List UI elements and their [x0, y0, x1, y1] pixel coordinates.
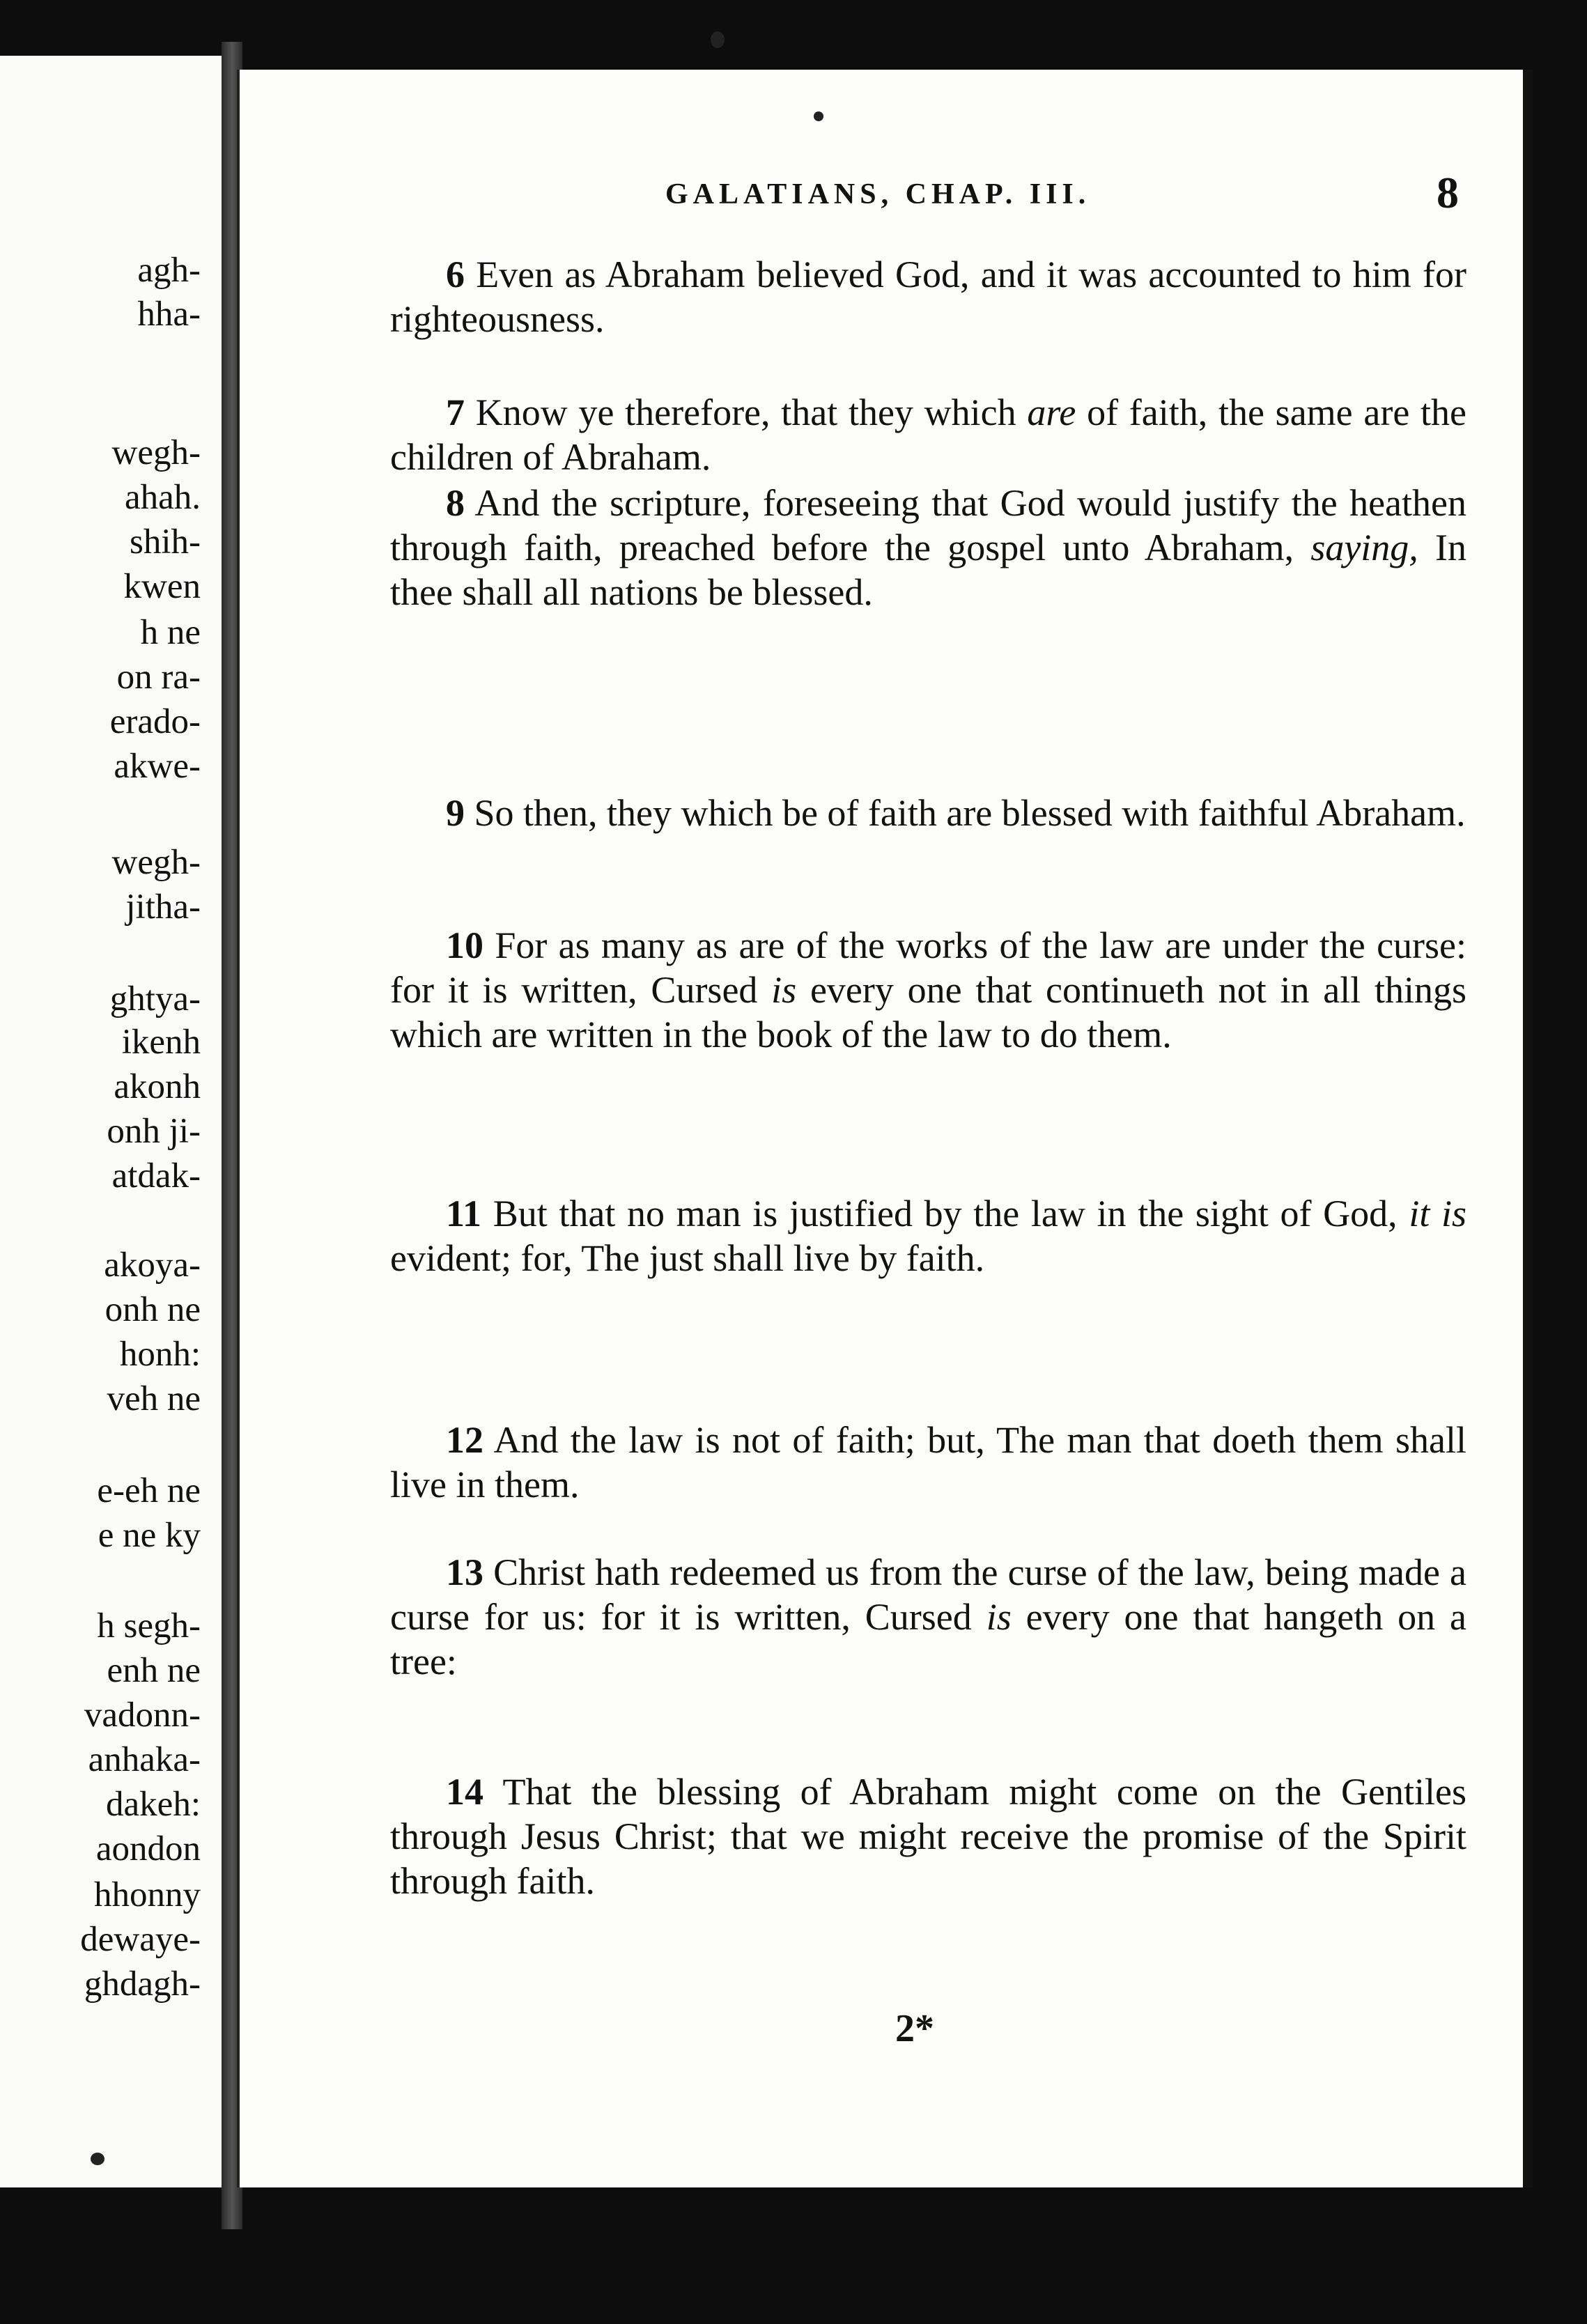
verse-text: So then, they which be of faith are blessed with faithful Abraham. — [474, 792, 1466, 834]
left-page-fragment: aondon — [95, 1829, 201, 1868]
left-page-fragment: atdak- — [111, 1156, 201, 1195]
left-page-fragment: onh ne — [104, 1290, 201, 1329]
signature-mark: 2* — [895, 2007, 934, 2050]
verse-text: For as many as are of the works of the law are under the curse: for it is written, Cursed — [390, 924, 1467, 1011]
verse-number: 8 — [446, 482, 465, 524]
left-page-fragment: ghtya- — [109, 979, 201, 1018]
left-page-fragment: ahah. — [124, 478, 201, 517]
left-page-fragment: vadonn- — [84, 1696, 201, 1735]
verse-number: 13 — [446, 1551, 483, 1593]
verse-8 — [390, 481, 1466, 614]
verse-14 — [390, 1769, 1466, 1903]
verse-13 — [390, 1550, 1466, 1684]
verse-text-italic: saying, — [1310, 527, 1418, 568]
verse-number: 6 — [446, 254, 465, 295]
verse-number: 10 — [446, 924, 483, 966]
verse-text: That the blessing of Abraham might come on the Gentiles through Jesus Christ; that we might receive the promise of the Spirit through faith. — [390, 1771, 1466, 1902]
verse-text: every one that hangeth on a tree: — [390, 1596, 1467, 1682]
left-page-fragment: on ra- — [116, 658, 201, 697]
left-page-fragment: dakeh: — [106, 1785, 201, 1824]
verse-text-italic: are — [1027, 392, 1076, 433]
verse-text: But that no man is justified by the law in the sight of God, — [493, 1193, 1409, 1234]
left-page-fragment: honh: — [119, 1335, 201, 1374]
left-page-fragment: agh- — [137, 251, 201, 290]
verse-text: And the scripture, foreseeing that God would justify the heathen through faith, preached before the gospel unto Abraham, — [390, 482, 1466, 568]
verse-text-italic: is — [771, 969, 797, 1011]
verse-number: 11 — [446, 1193, 482, 1234]
left-page-fragment: hhonny — [94, 1875, 201, 1914]
verse-text: And the law is not of faith; but, The man that doeth them shall live in them. — [390, 1419, 1466, 1505]
left-page-fragment: dewaye- — [80, 1920, 201, 1959]
verse-text: Even as Abraham believed God, and it was accounted to him for righteousness. — [390, 254, 1466, 340]
verse-number: 14 — [446, 1771, 483, 1813]
verse-number: 12 — [446, 1419, 483, 1461]
left-page-fragment: wegh- — [111, 433, 201, 472]
verse-text: every one that continueth not in all things which are written in the book of the law to do them. — [390, 969, 1466, 1055]
left-page-fragment: enh ne — [107, 1651, 201, 1690]
verse-text-italic: is — [986, 1596, 1012, 1638]
verse-12 — [390, 1418, 1466, 1507]
ink-speck — [814, 111, 823, 121]
verse-text: evident; for, The just shall live by faith. — [390, 1237, 985, 1279]
left-page-fragment: onh ji- — [107, 1112, 201, 1151]
ink-speck — [711, 31, 725, 48]
left-page-fragment: shih- — [130, 522, 201, 561]
left-page-fragment: h ne — [140, 613, 201, 652]
verse-number: 9 — [446, 792, 465, 834]
verse-text: In thee shall all nations be blessed. — [390, 527, 1467, 613]
left-page-fragment: ghdagh- — [84, 1965, 201, 2004]
left-page-fragment: veh ne — [107, 1379, 201, 1418]
verse-text: Know ye therefore, that they which — [475, 392, 1028, 433]
running-head: GALATIANS, CHAP. III. — [665, 178, 1091, 210]
left-page-fragment: wegh- — [111, 843, 201, 882]
page-number: 8 — [1437, 168, 1459, 217]
left-page-fragment: e ne ky — [98, 1516, 201, 1555]
left-page-fragment: akoya- — [104, 1246, 201, 1285]
left-page-fragment: e-eh ne — [97, 1471, 201, 1510]
left-page-fragment: kwen — [123, 567, 201, 606]
ink-speck — [91, 2153, 104, 2165]
left-page-fragment: erado- — [109, 702, 201, 741]
left-facing-page — [0, 56, 229, 2187]
verse-number: 7 — [446, 392, 465, 433]
verse-10 — [390, 923, 1466, 1057]
verse-text-italic: it is — [1409, 1193, 1467, 1234]
left-page-fragment: ikenh — [121, 1023, 201, 1062]
left-page-fragment: akonh — [114, 1067, 201, 1106]
verse-7 — [390, 390, 1466, 479]
verse-11 — [390, 1191, 1466, 1280]
left-page-fragment: anhaka- — [88, 1740, 201, 1779]
left-page-fragment: akwe- — [114, 747, 201, 786]
left-page-fragment: jitha- — [125, 888, 201, 927]
left-page-fragment: hha- — [137, 295, 201, 334]
verse-6 — [390, 252, 1466, 341]
verse-text: Christ hath redeemed us from the curse of the law, being made a curse for us: for it is written, Cursed — [390, 1551, 1467, 1638]
left-page-fragment: h segh- — [97, 1606, 201, 1645]
verse-text: of faith, the same are the children of Abraham. — [390, 392, 1466, 478]
verse-9 — [390, 791, 1466, 835]
